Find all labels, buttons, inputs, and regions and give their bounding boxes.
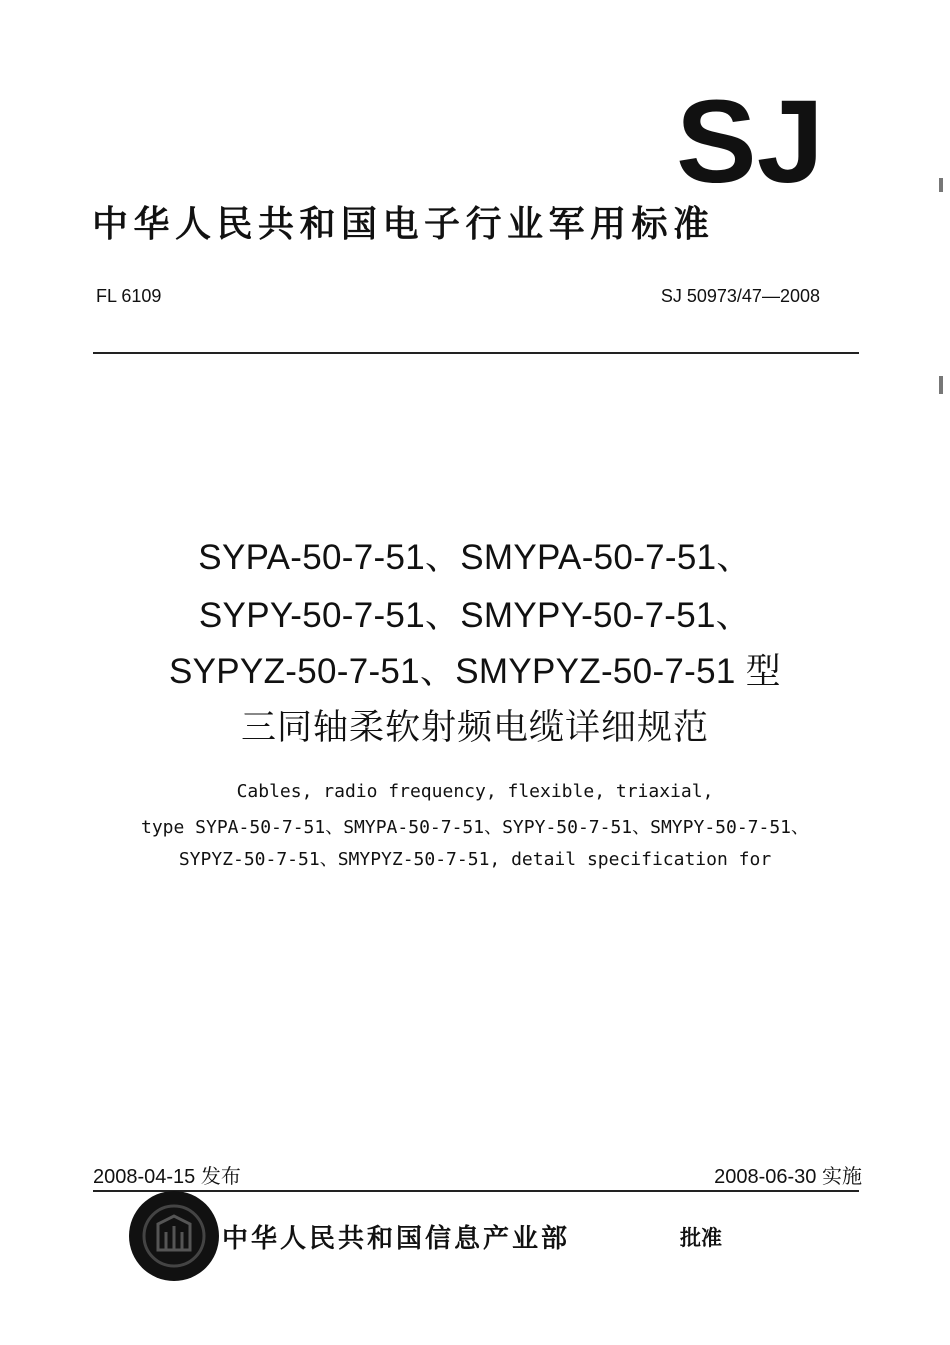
sj-logo-text: SJ	[676, 90, 824, 190]
en-title-line-2: type SYPA-50-7-51、SMYPA-50-7-51、SYPY-50-7-51、SMYPY-50-7-51、	[140, 817, 810, 838]
cn-title-line-4: 三同轴柔软射频电缆详细规范	[240, 708, 709, 748]
approval-label: 批准	[680, 1226, 722, 1250]
standard-number: SJ 50973/47—2008	[660, 286, 820, 306]
issuing-authority: 中华人民共和国信息产业部	[222, 1224, 571, 1254]
industry-standard-title: 中华人民共和国电子行业军用标准	[92, 204, 715, 245]
scan-edge-mark	[939, 376, 943, 394]
en-title-line-1: Cables, radio frequency, flexible, triaxial,	[236, 781, 714, 802]
cn-title-line-1: SYPA-50-7-51、SMYPA-50-7-51、	[198, 538, 752, 577]
cn-title-line-3: SYPYZ-50-7-51、SMYPYZ-50-7-51 型	[169, 652, 781, 691]
implementation-date: 2008-06-30 实施	[714, 1166, 862, 1188]
ministry-emblem-icon	[128, 1190, 220, 1282]
cn-title-line-2: SYPY-50-7-51、SMYPY-50-7-51、	[198, 596, 752, 635]
issue-date: 2008-04-15 发布	[93, 1166, 241, 1188]
en-title-line-3: SYPYZ-50-7-51、SMYPYZ-50-7-51, detail specification for	[178, 849, 772, 870]
top-divider	[93, 352, 859, 354]
scan-edge-mark	[939, 178, 943, 192]
sj-logo	[676, 90, 826, 190]
sj-logo-graphic	[676, 90, 826, 190]
classification-code: FL 6109	[96, 286, 162, 306]
